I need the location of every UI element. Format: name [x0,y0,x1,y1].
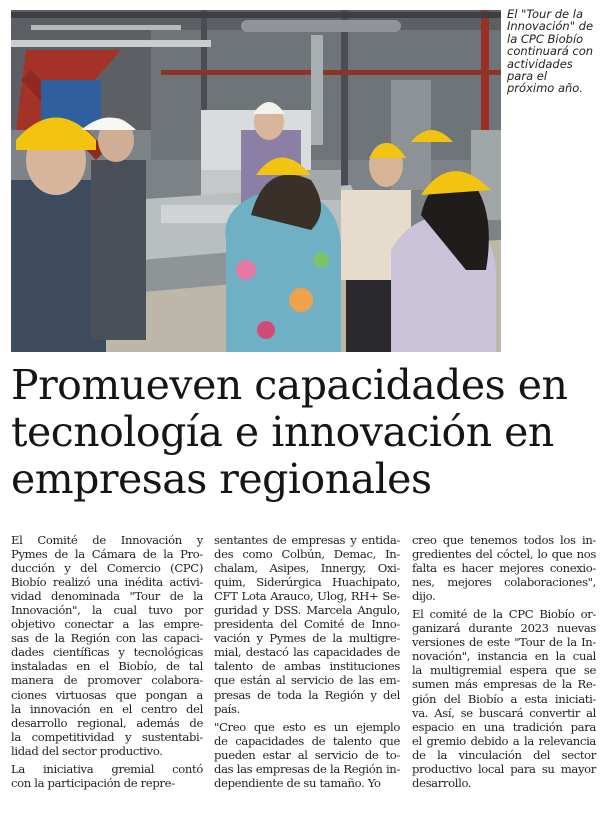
body-text-line: ganizará durante 2023 nuevas [412,621,596,636]
caption-line: Innovación" de [507,19,594,34]
body-text-line: con la participación de repre- [11,775,175,790]
body-text-line: vidad denominada "Tour de la [11,589,203,604]
body-text-line: de la vinculación del sector [412,747,596,762]
body-text-line: dades científicas y tecnológicas [11,645,203,660]
headline-line: Promueven capacidades en [11,361,568,409]
body-text-line: la competitividad y sustentabi- [11,729,203,744]
body-text-line: de capacidades de talento que [214,733,400,748]
caption-line: próximo año. [507,81,583,96]
article-headline [11,362,596,503]
body-text-line: Biobío realizó una inédita activi- [11,575,203,590]
headline-line: tecnología e innovación en [11,408,554,456]
body-text-line: sentantes de empresas y entida- [214,533,400,547]
body-text-line: productivo local para su mayor [412,761,596,776]
body-text-line: objetivo conectar a las empre- [11,617,203,632]
body-text-line: manera de promover colabora- [11,673,203,688]
body-text-line: desarrollo regional, además de [11,715,203,730]
body-text-line: talento de ambas instituciones [214,659,400,674]
body-text-line: el gremio debido a la relevancia [412,733,596,748]
body-text-line: versiones de este "Tour de la In- [412,635,596,650]
caption-line: la CPC Biobío [507,31,584,46]
body-text-line: La iniciativa gremial contó [11,761,203,776]
body-text-line: das las empresas de la Región in- [214,761,400,776]
body-text-line: pueden estar al servicio de to- [214,747,400,762]
body-text-line: la innovación en el centro del [11,701,203,716]
body-text-line: creo que tenemos todos los in- [412,533,596,547]
article-photo [11,10,501,352]
body-text-line: El comité de la CPC Biobío or- [412,607,596,622]
body-text-line: presas de toda la Región y del [214,687,400,702]
body-text-line: Innovación", la cual tuvo por [11,603,203,618]
body-text-line: mial, destacó las capacidades de [214,645,400,660]
body-text-line: CFT Lota Arauco, Ulog, RH+ Se- [214,589,400,604]
body-text-line: va. Así, se buscará convertir al [412,705,596,720]
body-text-line: El Comité de Innovación y [11,533,203,547]
body-text-line: desarrollo. [412,775,472,790]
caption-line: El "Tour de la [507,7,583,21]
body-text-line: instaladas en el Biobío, de tal [11,659,203,674]
body-text-line: lidad del sector productivo. [11,743,163,758]
body-text-line: vación y Pymes de la multigre- [214,631,400,646]
body-text-line: espacio en una tradición para [412,719,596,734]
body-text-line: gión del Biobío a esta iniciati- [412,691,596,706]
body-text-line: guridad y DSS. Marcela Angulo, [214,603,400,618]
body-text-line: Pymes de la Cámara de la Pro- [11,547,203,562]
body-text-line: sumen más empresas de la Re- [412,677,596,692]
caption-line: actividades [507,56,573,71]
body-text-line: falta es hacer mejores conexio- [412,561,596,576]
body-text-line: sas de la Región con las capaci- [11,631,203,646]
body-text-line: novación", instancia en la cual [412,649,596,664]
body-text-line: dijo. [412,589,436,604]
body-text-line: ciones virtuosas que pongan a [11,687,203,702]
article-column-2 [214,533,400,790]
article-column-1 [11,533,203,790]
caption-line: continuará con [507,44,594,59]
body-text-line: país. [214,701,240,716]
body-text-line: quim, Siderúrgica Huachipato, [214,575,400,590]
body-text-line: ducción y del Comercio (CPC) [11,561,203,576]
body-text-line: gredientes del cóctel, lo que nos [412,547,596,562]
body-text-line: la multigremial espera que se [412,663,596,678]
body-text-line: des como Colbún, Demac, In- [214,547,400,562]
body-text-line: presidenta del Comité de Inno- [214,617,400,632]
body-text-line: chalam, Asipes, Innergy, Oxi- [214,561,400,576]
body-text-line: nes, mejores colaboraciones", [412,575,596,590]
headline-line: empresas regionales [11,455,432,503]
body-text-line: "Creo que esto es un ejemplo [214,719,400,734]
caption-line: para el [507,69,548,84]
factory-tour-illustration [11,10,501,352]
article-column-3 [412,533,596,790]
body-text-line: que están al servicio de las em- [214,673,400,688]
photo-caption [507,8,599,95]
body-text-line: dependiente de su tamaño. Yo [214,775,381,790]
